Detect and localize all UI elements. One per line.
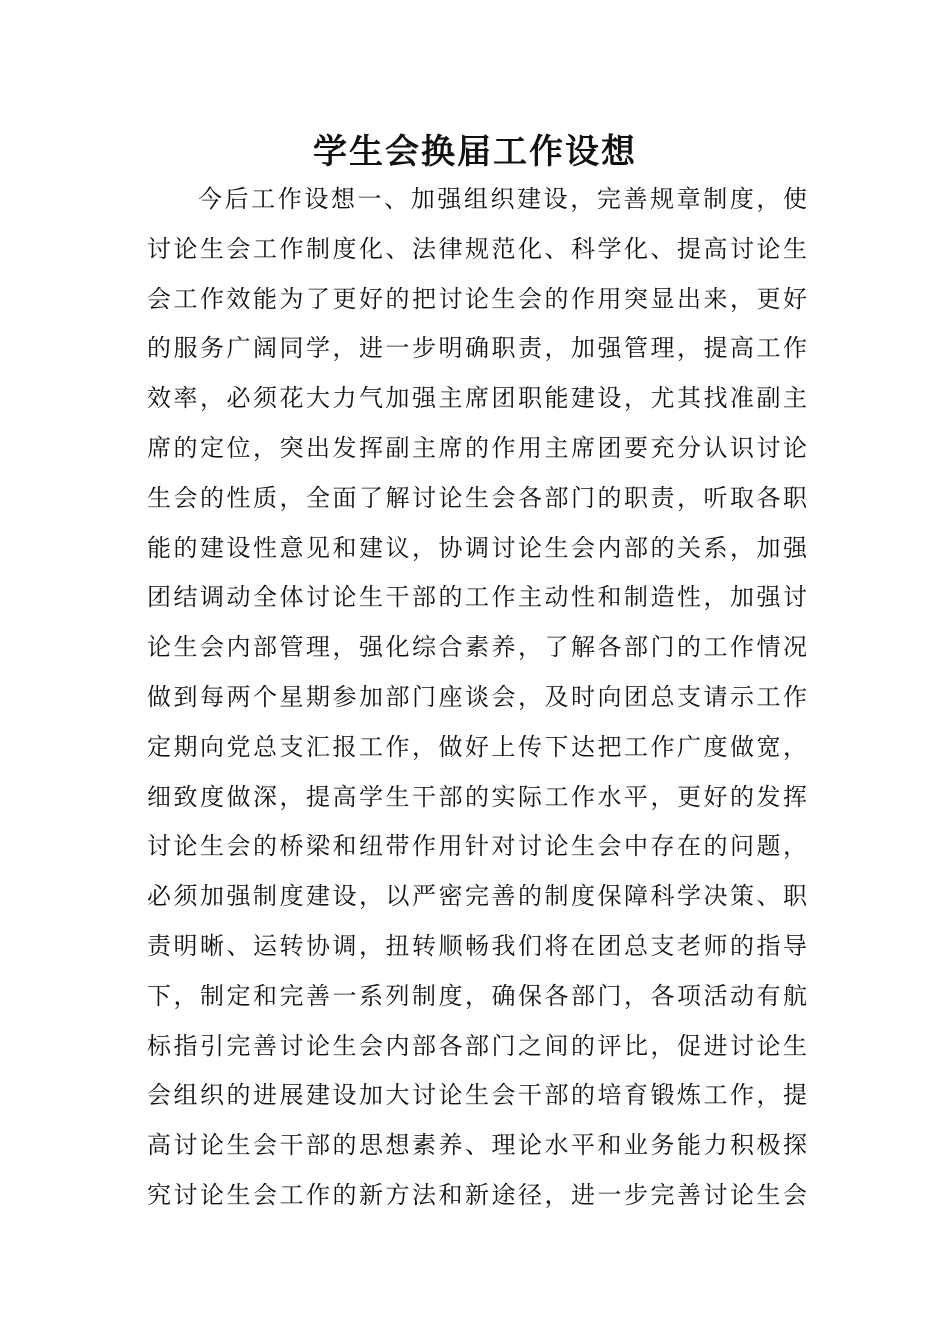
body-line: 做到每两个星期参加部门座谈会，及时向团总支请示工作 xyxy=(147,682,807,711)
body-line: 定期向党总支汇报工作，做好上传下达把工作广度做宽， xyxy=(147,732,807,761)
body-line: 生会的性质，全面了解讨论生会各部门的职责，听取各职 xyxy=(147,483,807,512)
body-line: 究讨论生会工作的新方法和新途径，进一步完善讨论生会 xyxy=(147,1180,807,1209)
body-line: 能的建设性意见和建议，协调讨论生会内部的关系，加强 xyxy=(147,533,807,562)
body-line: 细致度做深，提高学生干部的实际工作水平，更好的发挥 xyxy=(147,782,807,811)
body-line: 今后工作设想一、加强组织建设，完善规章制度，使 xyxy=(198,185,807,213)
body-line: 讨论生会工作制度化、法律规范化、科学化、提高讨论生 xyxy=(147,234,807,263)
body-line: 讨论生会的桥梁和纽带作用针对讨论生会中存在的问题， xyxy=(147,832,807,861)
body-line: 下，制定和完善一系列制度，确保各部门，各项活动有航 xyxy=(147,981,807,1010)
body-line: 必须加强制度建设，以严密完善的制度保障科学决策、职 xyxy=(147,882,807,911)
body-line: 效率，必须花大力气加强主席团职能建设，尤其找准副主 xyxy=(147,384,807,413)
document-body xyxy=(147,175,807,1221)
body-line: 会工作效能为了更好的把讨论生会的作用突显出来，更好 xyxy=(147,284,807,313)
document-title: 学生会换届工作设想 xyxy=(313,132,637,172)
body-line: 高讨论生会干部的思想素养、理论水平和业务能力积极探 xyxy=(147,1131,807,1160)
body-line: 责明晰、运转协调，扭转顺畅我们将在团总支老师的指导 xyxy=(147,931,807,960)
body-line: 会组织的进展建设加大讨论生会干部的培育锻炼工作，提 xyxy=(147,1081,807,1110)
body-line: 席的定位，突出发挥副主席的作用主席团要充分认识讨论 xyxy=(147,433,807,462)
body-line: 论生会内部管理，强化综合素养，了解各部门的工作情况 xyxy=(147,633,807,662)
body-line: 标指引完善讨论生会内部各部门之间的评比，促进讨论生 xyxy=(147,1031,807,1060)
body-line: 团结调动全体讨论生干部的工作主动性和制造性，加强讨 xyxy=(147,583,807,612)
body-line: 的服务广阔同学，进一步明确职责，加强管理，提高工作 xyxy=(147,334,807,363)
